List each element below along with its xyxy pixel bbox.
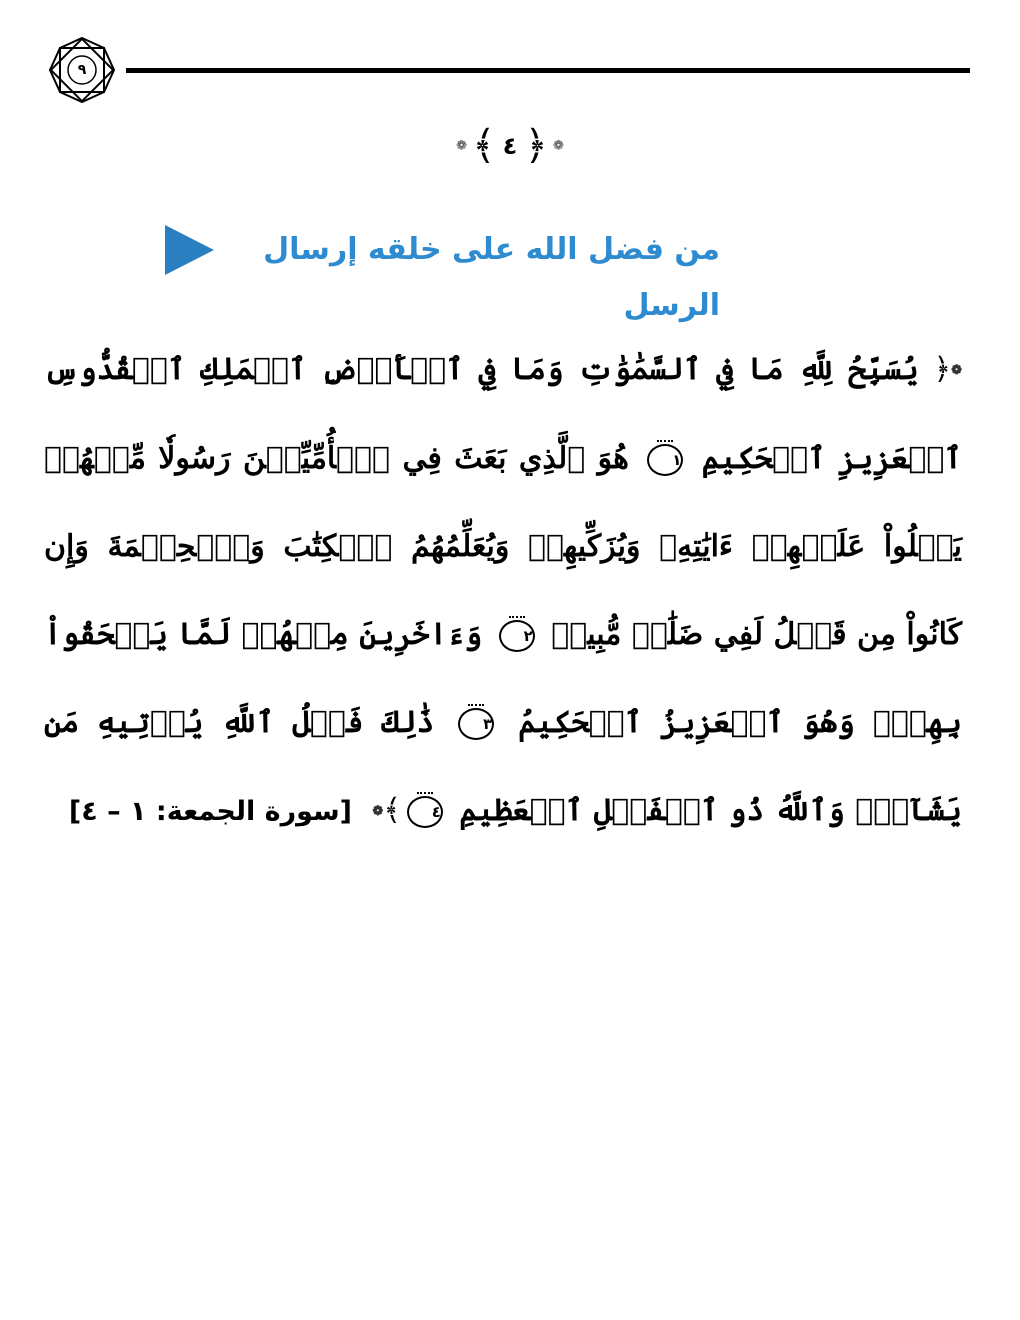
page-number-badge xyxy=(48,36,116,104)
ornate-bracket-open: ﴿ xyxy=(933,352,952,387)
ayah-number-marker: ١ xyxy=(647,444,683,476)
ornate-bracket-close: ﴾ xyxy=(472,123,496,169)
section-heading: من فضل الله على خلقه إرسال الرسل xyxy=(263,232,720,323)
verse-text: وَءَاخَرِينَ مِنۡهُمۡ لَمَّا يَلۡحَقُواْ بِهِمۡۚ وَهُوَ ٱلۡعَزِيزُ ٱلۡحَكِيمُ xyxy=(44,617,962,740)
flower-ornament-icon: ❁ xyxy=(372,804,384,819)
play-arrow-icon xyxy=(162,223,216,277)
page-number: ٩ xyxy=(77,62,87,78)
ayah-number-marker: ٤ xyxy=(407,796,443,828)
section-number: ٤ xyxy=(502,132,518,160)
flower-ornament-icon: ❁ xyxy=(552,138,564,154)
verse-text: ذَٰلِكَ فَضۡلُ ٱللَّهِ يُؤۡتِيهِ مَن يَشَآءُۚ وَٱللَّهُ ذُو ٱلۡفَضۡلِ ٱلۡعَظِيمِ xyxy=(44,705,962,828)
ayah-number-marker: ٣ xyxy=(458,708,494,740)
verse-text: يُسَبِّحُ لِلَّهِ مَا فِي ٱلسَّمَٰوَٰتِ وَمَا فِي ٱلۡأَرۡضِ ٱلۡمَلِكِ ٱلۡقُدُّوسِ ٱلۡعَزِيزِ ٱلۡحَكِيمِ xyxy=(44,352,962,476)
surah-citation: [سورة الجمعة: ١ – ٤] xyxy=(68,796,352,827)
ayah-number-marker: ٢ xyxy=(499,620,535,652)
flower-ornament-icon: ❁ xyxy=(951,363,962,378)
ornate-bracket-open: ﴿ xyxy=(524,123,548,169)
flower-ornament-icon: ❁ xyxy=(456,138,468,154)
quran-passage xyxy=(44,326,962,856)
section-number-ornament xyxy=(440,118,580,174)
verse-text: هُوَ ٱلَّذِي بَعَثَ فِي ٱلۡأُمِّيِّـۧنَ رَسُولٗا مِّنۡهُمۡ يَتۡلُواْ عَلَيۡهِمۡ ءَايَٰتِهِۦ وَيُزَكِّيهِمۡ وَيُعَلِّمُهُمُ ٱلۡكِتَٰبَ وَٱلۡحِكۡمَةَ وَإِن كَانُواْ مِن قَبۡلُ لَفِي ضَلَٰلٖ مُّبِينٖ xyxy=(44,441,962,652)
header-divider xyxy=(126,68,970,73)
ornate-bracket-close: ﴾ xyxy=(383,793,401,828)
